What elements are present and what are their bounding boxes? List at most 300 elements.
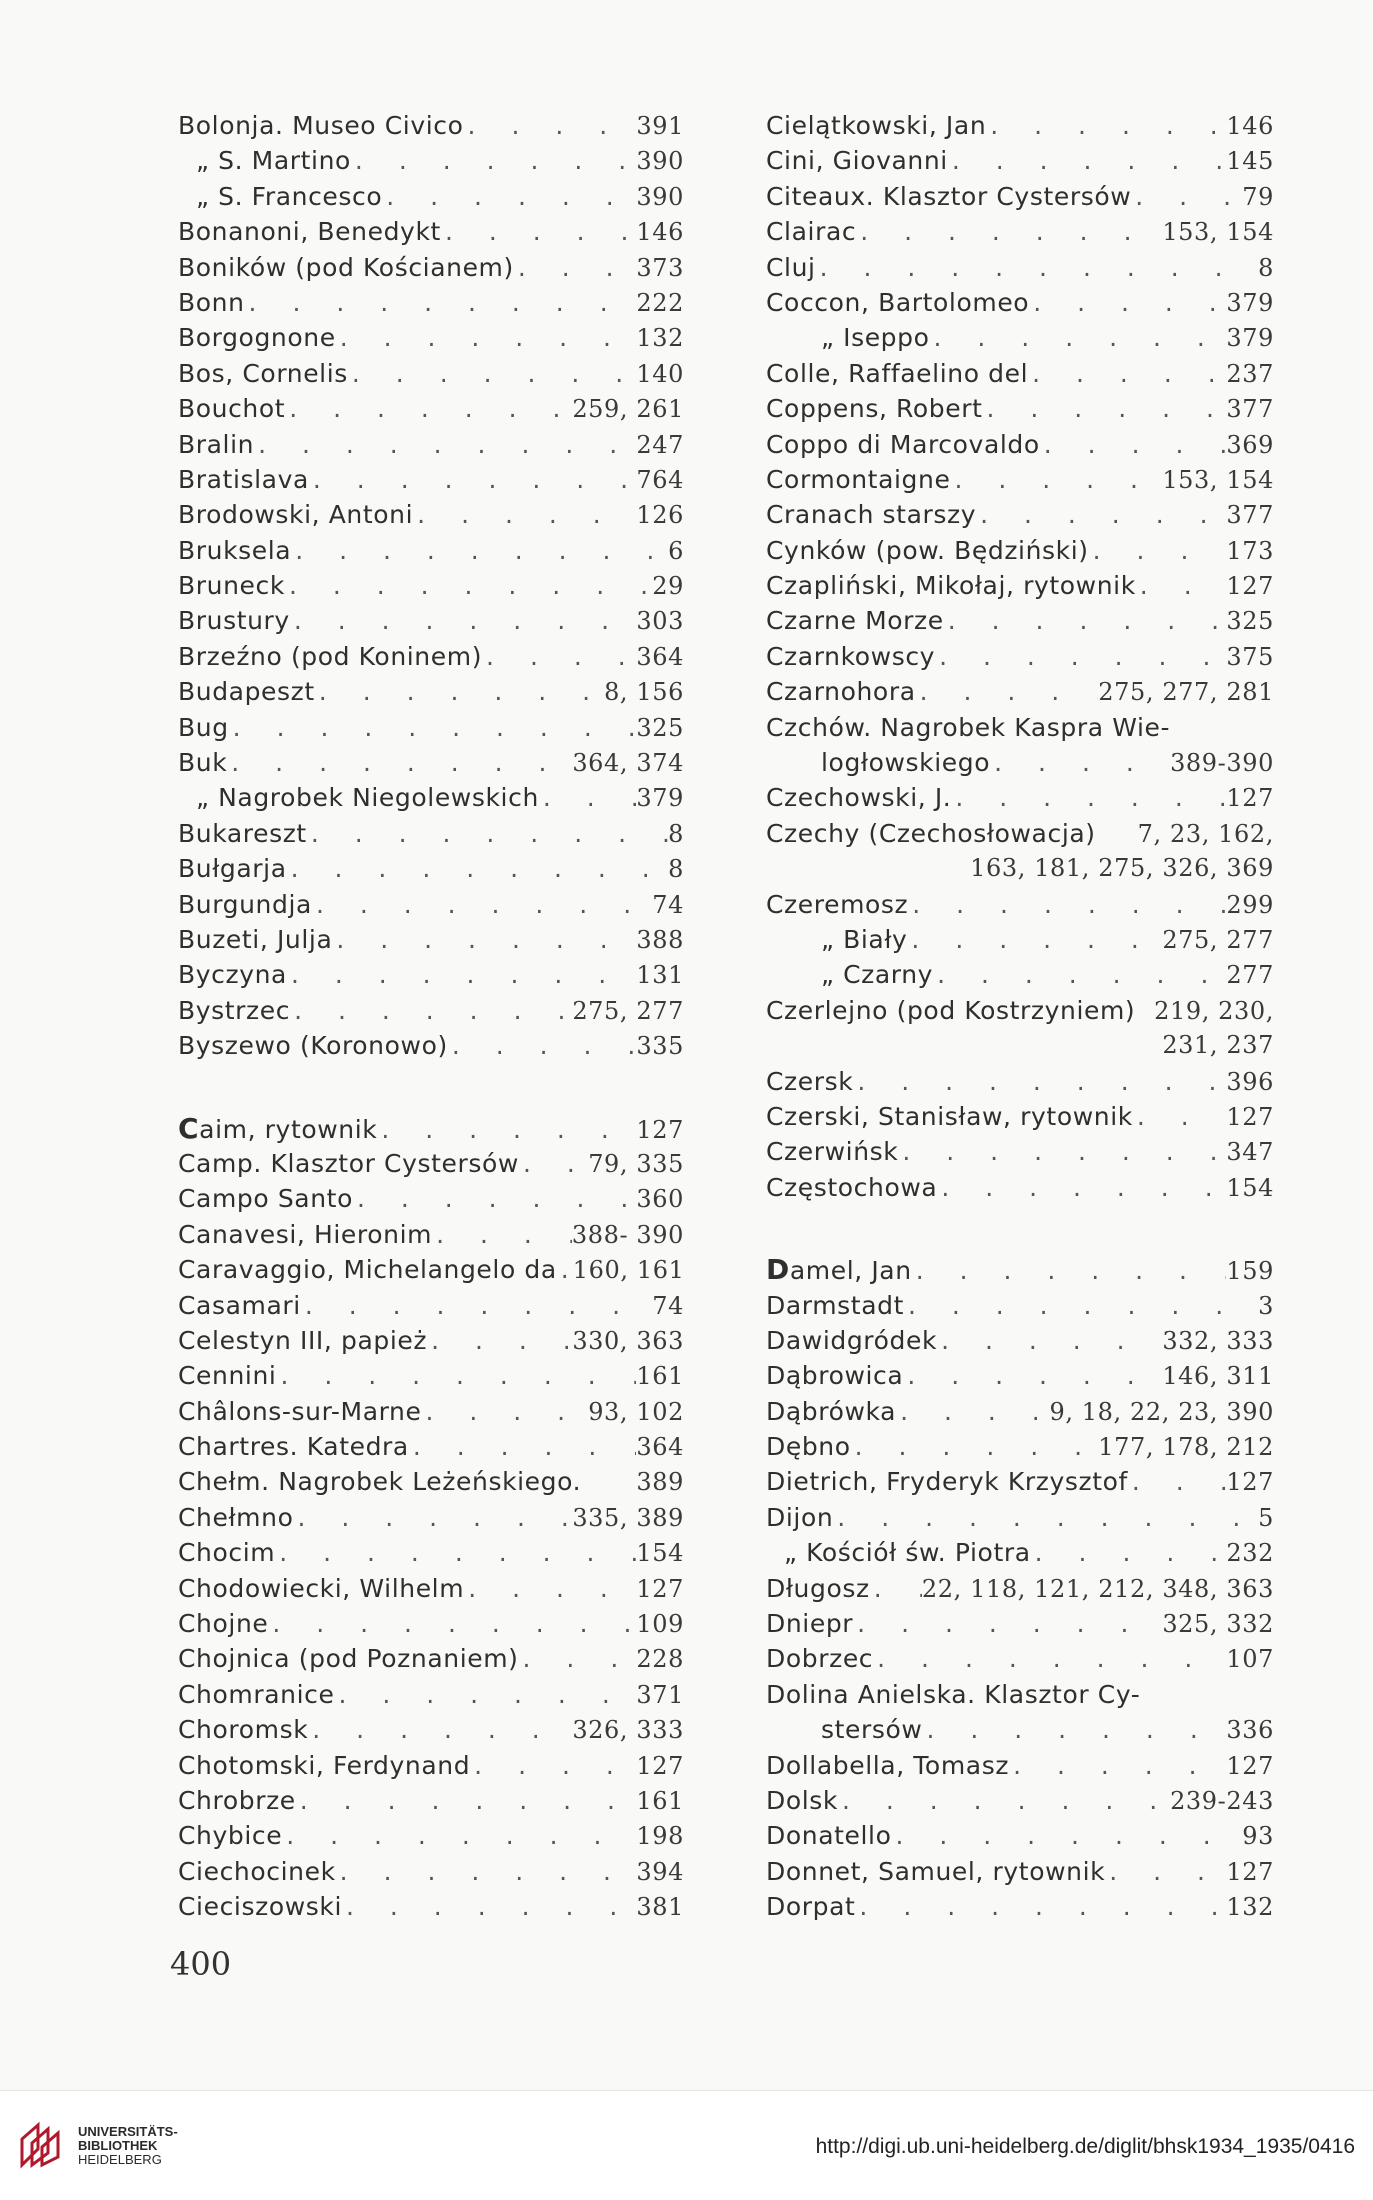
dot-leader — [853, 1064, 1226, 1099]
dot-leader — [227, 745, 572, 780]
entry-name: Bruksela — [178, 535, 292, 565]
entry-name: Czarnkowscy — [766, 641, 936, 671]
library-name — [78, 2125, 178, 2167]
entry-pages: 360 — [636, 1185, 684, 1214]
index-entry — [178, 427, 684, 462]
dot-leader — [856, 214, 1162, 249]
entry-name: Czeremosz — [766, 889, 909, 919]
index-entry — [178, 993, 684, 1028]
dot-leader — [896, 1394, 1049, 1429]
entry-pages: 127 — [636, 1115, 684, 1144]
entry-pages: 198 — [636, 1822, 684, 1851]
index-entry — [178, 1323, 684, 1358]
entry-name: Ciechocinek — [178, 1856, 336, 1886]
entry-name: Bratislava — [178, 464, 309, 494]
entry-name: Brustury — [178, 606, 290, 636]
entry-name: Coccon, Bartolomeo — [766, 287, 1030, 317]
entry-pages: 364, 374 — [572, 749, 684, 778]
entry-name: Donatello — [766, 1821, 892, 1851]
dot-leader — [353, 1181, 636, 1216]
entry-name: Cennini — [178, 1361, 277, 1391]
entry-name: Bukareszt — [178, 818, 307, 848]
dot-leader — [908, 887, 1226, 922]
entry-name-rest: aim, rytownik — [199, 1114, 378, 1144]
dot-leader — [514, 250, 637, 285]
index-entry — [766, 1170, 1274, 1205]
dot-leader — [519, 1146, 588, 1181]
entry-pages: 146, 311 — [1162, 1362, 1274, 1391]
entry-pages: 132 — [1226, 1893, 1274, 1922]
entry-name: Buk — [178, 748, 228, 778]
index-entry — [178, 1818, 684, 1853]
index-entry — [178, 639, 684, 674]
entry-pages: 247 — [636, 430, 684, 459]
entry-pages: 9, 18, 22, 23, 390 — [1049, 1397, 1274, 1426]
entry-pages: 107 — [1226, 1645, 1274, 1674]
index-entry — [766, 143, 1274, 178]
entry-pages: 228 — [636, 1645, 684, 1674]
dot-leader — [421, 1394, 588, 1429]
entry-name: Campo Santo — [178, 1184, 353, 1214]
entry-name: Chocim — [178, 1538, 276, 1568]
dot-leader — [519, 1641, 637, 1676]
entry-pages: 7, 23, 162, — [1137, 819, 1274, 848]
entry-name: Bug — [178, 712, 229, 742]
dot-leader — [336, 1854, 637, 1889]
index-entry — [766, 285, 1274, 320]
dot-leader — [290, 993, 572, 1028]
entry-pages: 347 — [1226, 1138, 1274, 1167]
entry-name: Dobrzec — [766, 1644, 874, 1674]
entry-pages: 231, 237 — [1162, 1031, 1274, 1060]
entry-pages: 391 — [636, 112, 684, 140]
index-entry — [178, 816, 684, 851]
dot-leader — [944, 603, 1227, 638]
entry-pages: 79, 335 — [588, 1149, 684, 1178]
dot-leader — [898, 1134, 1226, 1169]
index-entry — [178, 745, 684, 780]
dot-leader — [448, 1028, 637, 1063]
index-entry — [766, 1252, 1274, 1287]
index-entry — [766, 462, 1274, 497]
entry-pages: 132 — [636, 324, 684, 353]
entry-pages: 153, 154 — [1162, 465, 1274, 494]
entry-pages: 277 — [1226, 961, 1274, 990]
entry-name: Chodowiecki, Wilhelm — [178, 1573, 465, 1603]
index-entry — [766, 1677, 1274, 1712]
dot-leader — [904, 1288, 1258, 1323]
index-entry — [766, 1323, 1274, 1358]
index-entry — [766, 568, 1274, 603]
index-entry — [178, 1028, 684, 1063]
dot-leader — [1136, 568, 1227, 603]
dot-leader — [986, 108, 1226, 143]
index-entry — [766, 674, 1274, 709]
entry-name: Dniepr — [766, 1609, 854, 1639]
entry-name: Casamari — [178, 1290, 301, 1320]
index-entry — [766, 1606, 1274, 1641]
index-entry — [178, 143, 684, 178]
entry-pages: 5 — [1258, 1503, 1274, 1532]
entry-name: „ Nagrobek Niegolewskich — [196, 783, 539, 813]
index-entry — [766, 1464, 1274, 1499]
dot-leader — [229, 710, 637, 745]
entry-pages: 140 — [636, 359, 684, 388]
entry-name: Chotomski, Ferdynand — [178, 1750, 471, 1780]
entry-name: Czarne Morze — [766, 606, 944, 636]
entry-name: logłowskiego — [821, 748, 991, 778]
index-entry — [178, 1394, 684, 1429]
entry-name: Citeaux. Klasztor Cystersów — [766, 181, 1132, 211]
dot-leader — [287, 957, 636, 992]
index-entry — [178, 1429, 684, 1464]
dot-leader — [937, 1323, 1162, 1358]
dot-leader — [382, 179, 636, 214]
entry-pages: 161 — [636, 1786, 684, 1815]
index-entry — [178, 710, 684, 745]
index-column-left — [178, 108, 684, 1925]
index-entry — [766, 1500, 1274, 1535]
dot-leader — [851, 1429, 1099, 1464]
dot-leader — [268, 1606, 636, 1641]
entry-pages: 377 — [1226, 501, 1274, 530]
entry-name: Dolsk — [766, 1785, 838, 1815]
entry-name: Czchów. Nagrobek Kaspra Wie- — [766, 712, 1171, 742]
dot-leader — [870, 1571, 922, 1606]
dot-leader — [296, 1783, 637, 1818]
entry-name: Dijon — [766, 1502, 834, 1532]
entry-pages: 127 — [1226, 1468, 1274, 1497]
source-url-link[interactable]: http://digi.ub.uni-heidelberg.de/diglit/bhsk1934_1935/0416 — [815, 2135, 1355, 2158]
entry-name: „ S. Francesco — [196, 181, 383, 211]
dot-leader — [293, 1500, 572, 1535]
section-gap — [178, 1064, 684, 1111]
entry-name: Chojnica (pod Poznaniem) — [178, 1644, 519, 1674]
index-entry — [178, 1889, 684, 1924]
dot-leader — [332, 922, 636, 957]
entry-name: Czarnohora — [766, 677, 916, 707]
entry-name: Choromsk — [178, 1715, 309, 1745]
dot-leader — [409, 1429, 637, 1464]
index-entry — [178, 887, 684, 922]
index-entry — [178, 285, 684, 320]
dot-leader — [539, 780, 636, 815]
index-entry — [178, 250, 684, 285]
index-entry — [766, 1099, 1274, 1134]
dot-leader — [1105, 1854, 1226, 1889]
entry-name: Dąbrowica — [766, 1361, 904, 1391]
index-entry — [766, 887, 1274, 922]
dot-leader — [838, 1783, 1170, 1818]
index-entry — [766, 639, 1274, 674]
entry-pages: 275, 277 — [572, 996, 684, 1025]
entry-name: Cluj — [766, 252, 816, 282]
entry-name: Chartres. Katedra — [178, 1432, 409, 1462]
dot-leader — [833, 1500, 1258, 1535]
entry-name: Chełm. Nagrobek Leżeńskiego. — [178, 1467, 582, 1497]
index-entry — [766, 851, 1274, 886]
entry-name: „ Kościół św. Piotra — [784, 1538, 1031, 1568]
dot-leader — [291, 533, 668, 568]
entry-pages: 275, 277, 281 — [1098, 678, 1274, 707]
index-entry — [766, 1571, 1274, 1606]
entry-name: Czerwińsk — [766, 1137, 899, 1167]
entry-name: Donnet, Samuel, rytownik — [766, 1856, 1106, 1886]
dot-leader — [1009, 1748, 1226, 1783]
index-entry — [178, 922, 684, 957]
index-entry — [766, 1712, 1274, 1747]
entry-pages: 326, 333 — [572, 1716, 684, 1745]
entry-pages: 127 — [636, 1751, 684, 1780]
index-entry — [178, 603, 684, 638]
entry-pages: 127 — [1226, 784, 1274, 813]
entry-pages: 379 — [1226, 288, 1274, 317]
index-entry — [178, 1854, 684, 1889]
index-entry — [178, 1464, 684, 1499]
entry-pages: 275, 277 — [1162, 925, 1274, 954]
entry-pages: 364 — [636, 642, 684, 671]
index-entry — [178, 780, 684, 815]
index-entry — [766, 603, 1274, 638]
entry-pages: 146 — [636, 218, 684, 247]
index-entry — [766, 214, 1274, 249]
index-entry — [766, 816, 1274, 851]
entry-pages: 336 — [1226, 1716, 1274, 1745]
index-entry — [178, 1748, 684, 1783]
entry-name: Budapeszt — [178, 677, 315, 707]
entry-name: Canavesi, Hieronim — [178, 1219, 433, 1249]
index-entry — [178, 1181, 684, 1216]
entry-name: Cormontaigne — [766, 464, 951, 494]
entry-pages: 369 — [1226, 430, 1274, 459]
entry-pages: 390 — [636, 182, 684, 211]
index-entry — [178, 391, 684, 426]
entry-name: Dorpat — [766, 1892, 856, 1922]
index-entry — [766, 1028, 1274, 1063]
dot-leader — [1029, 285, 1226, 320]
index-entry — [766, 1783, 1274, 1818]
entry-pages: 396 — [1226, 1067, 1274, 1096]
entry-name — [766, 1252, 912, 1287]
entry-pages: 161 — [636, 1362, 684, 1391]
entry-name: Colle, Raffaelino del — [766, 358, 1029, 388]
entry-name: Dębno — [766, 1432, 851, 1462]
entry-name: Borgognone — [178, 323, 336, 353]
entry-pages: 153, 154 — [1162, 218, 1274, 247]
entry-pages: 373 — [636, 253, 684, 282]
index-entry — [766, 179, 1274, 214]
entry-pages: 371 — [636, 1680, 684, 1709]
entry-pages: 299 — [1226, 890, 1274, 919]
dot-leader — [464, 1571, 636, 1606]
entry-name: Châlons-sur-Marne — [178, 1396, 422, 1426]
index-entry — [766, 1394, 1274, 1429]
entry-name: Buzeti, Julja — [178, 924, 333, 954]
library-logo-icon — [16, 2119, 68, 2171]
library-name-line-2: BIBLIOTHEK — [78, 2138, 158, 2153]
entry-name: Cynków (pow. Będziński) — [766, 535, 1089, 565]
entry-pages: 127 — [636, 1574, 684, 1603]
entry-name: Byczyna — [178, 960, 287, 990]
index-entry — [766, 1535, 1274, 1570]
index-entry — [178, 1783, 684, 1818]
dot-leader — [301, 1288, 652, 1323]
index-entry — [178, 320, 684, 355]
dot-leader — [470, 1748, 636, 1783]
dot-leader — [309, 462, 636, 497]
section-initial: C — [178, 1111, 200, 1145]
entry-name: Bułgarja — [178, 854, 287, 884]
library-name-line-3: HEIDELBERG — [78, 2152, 162, 2167]
entry-pages: 232 — [1226, 1539, 1274, 1568]
index-entry — [766, 1641, 1274, 1676]
entry-pages: 22, 118, 121, 212, 348, 363 — [921, 1574, 1274, 1603]
index-entry — [178, 1571, 684, 1606]
index-entry — [178, 674, 684, 709]
entry-pages: 3 — [1258, 1291, 1274, 1320]
index-entry — [766, 108, 1274, 143]
index-entry — [178, 1252, 684, 1287]
dot-leader — [432, 1217, 572, 1252]
entry-pages: 8 — [668, 855, 684, 884]
index-entry — [766, 533, 1274, 568]
entry-pages: 325, 332 — [1162, 1610, 1274, 1639]
entry-pages: 29 — [652, 572, 684, 601]
entry-name: Boników (pod Kościanem) — [178, 252, 514, 282]
entry-name: Caravaggio, Michelangelo da — [178, 1255, 557, 1285]
dot-leader — [377, 1112, 636, 1146]
dot-leader — [351, 143, 636, 178]
index-entry — [178, 1146, 684, 1181]
index-entry — [766, 1429, 1274, 1464]
entry-name: „ Iseppo — [821, 323, 930, 353]
entry-name: Cieciszowski — [178, 1892, 343, 1922]
dot-leader — [907, 922, 1162, 957]
entry-name: Coppo di Marcovaldo — [766, 429, 1040, 459]
entry-pages: 219, 230, — [1154, 996, 1274, 1025]
dot-leader — [276, 1358, 636, 1393]
dot-leader — [976, 497, 1226, 532]
entry-name: Burgundja — [178, 889, 312, 919]
entry-pages: 127 — [1226, 572, 1274, 601]
entry-name: Bolonja. Museo Civico — [178, 111, 464, 140]
entry-name: „ S. Martino — [196, 146, 351, 176]
dot-leader — [930, 320, 1227, 355]
dot-leader — [1040, 427, 1227, 462]
entry-name: Camp. Klasztor Cystersów — [178, 1148, 519, 1178]
entry-pages: 93, 102 — [588, 1397, 684, 1426]
entry-pages: 8, 156 — [604, 678, 684, 707]
dot-leader — [1128, 1464, 1226, 1499]
entry-name: „ Czarny — [821, 960, 934, 990]
entry-pages: 126 — [636, 501, 684, 530]
index-entry — [178, 1111, 684, 1146]
dot-leader — [482, 639, 636, 674]
dot-leader — [1133, 1099, 1227, 1134]
entry-pages: 173 — [1226, 536, 1274, 565]
dot-leader — [933, 957, 1226, 992]
entry-name: Clairac — [766, 217, 857, 247]
dot-leader — [951, 780, 1226, 815]
entry-name: Dąbrówka — [766, 1396, 897, 1426]
dot-leader — [873, 1641, 1226, 1676]
entry-name: Chełmno — [178, 1502, 294, 1532]
entry-name: Bruneck — [178, 571, 285, 601]
dot-leader — [312, 887, 652, 922]
index-entry — [178, 1288, 684, 1323]
dot-leader — [990, 745, 1170, 780]
entry-name: Bystrzec — [178, 995, 291, 1025]
entry-pages: 325 — [636, 713, 684, 742]
dot-leader — [290, 603, 637, 638]
dot-leader — [308, 1712, 572, 1747]
entry-pages: 389 — [636, 1468, 684, 1497]
entry-name: Czechowski, J. — [766, 783, 952, 813]
dot-leader — [413, 497, 636, 532]
index-entry — [178, 851, 684, 886]
entry-pages: 388 — [636, 925, 684, 954]
dot-leader — [275, 1535, 636, 1570]
index-entry — [766, 780, 1274, 815]
index-entry — [766, 250, 1274, 285]
index-entry — [178, 462, 684, 497]
dot-leader — [557, 1252, 573, 1287]
section-initial: D — [766, 1253, 790, 1287]
entry-name: Czechy (Czechosłowacja) — [766, 818, 1096, 848]
index-entry — [178, 1641, 684, 1676]
index-entry — [178, 1677, 684, 1712]
index-entry — [766, 1134, 1274, 1169]
entry-name: Częstochowa — [766, 1172, 938, 1202]
entry-name: Długosz — [766, 1573, 870, 1603]
dot-leader — [334, 1677, 636, 1712]
index-entry — [766, 1889, 1274, 1924]
entry-pages: 335, 389 — [572, 1503, 684, 1532]
entry-pages: 388- 390 — [571, 1220, 684, 1249]
entry-name: Bonanoni, Benedykt — [178, 217, 441, 247]
entry-pages: 146 — [1226, 112, 1274, 140]
entry-name: Chojne — [178, 1609, 269, 1639]
entry-name: Czapliński, Mikołaj, rytownik — [766, 571, 1136, 601]
entry-name: Bonn — [178, 287, 245, 317]
entry-name: Celestyn III, papież — [178, 1325, 428, 1355]
dot-leader — [1089, 533, 1227, 568]
entry-name: Czersk — [766, 1066, 854, 1096]
dot-leader — [937, 1170, 1226, 1205]
index-entry — [766, 427, 1274, 462]
entry-pages: 375 — [1226, 642, 1274, 671]
index-entry — [178, 497, 684, 532]
entry-pages: 379 — [636, 784, 684, 813]
entry-name: Bos, Cornelis — [178, 358, 348, 388]
entry-name — [178, 1111, 377, 1146]
entry-pages: 154 — [1226, 1173, 1274, 1202]
entry-pages: 222 — [636, 288, 684, 317]
dot-leader — [1028, 356, 1226, 391]
entry-pages: 381 — [636, 1893, 684, 1922]
entry-name: Cielątkowski, Jan — [766, 111, 987, 140]
index-entry — [178, 1217, 684, 1252]
index-entry — [178, 1500, 684, 1535]
index-entry — [766, 497, 1274, 532]
dot-leader — [853, 1606, 1162, 1641]
entry-pages: 131 — [636, 961, 684, 990]
index-entry — [766, 1288, 1274, 1323]
dot-leader — [285, 568, 652, 603]
entry-pages: 79 — [1242, 182, 1274, 211]
entry-name: Byszewo (Koronowo) — [178, 1031, 448, 1061]
entry-pages: 377 — [1226, 395, 1274, 424]
